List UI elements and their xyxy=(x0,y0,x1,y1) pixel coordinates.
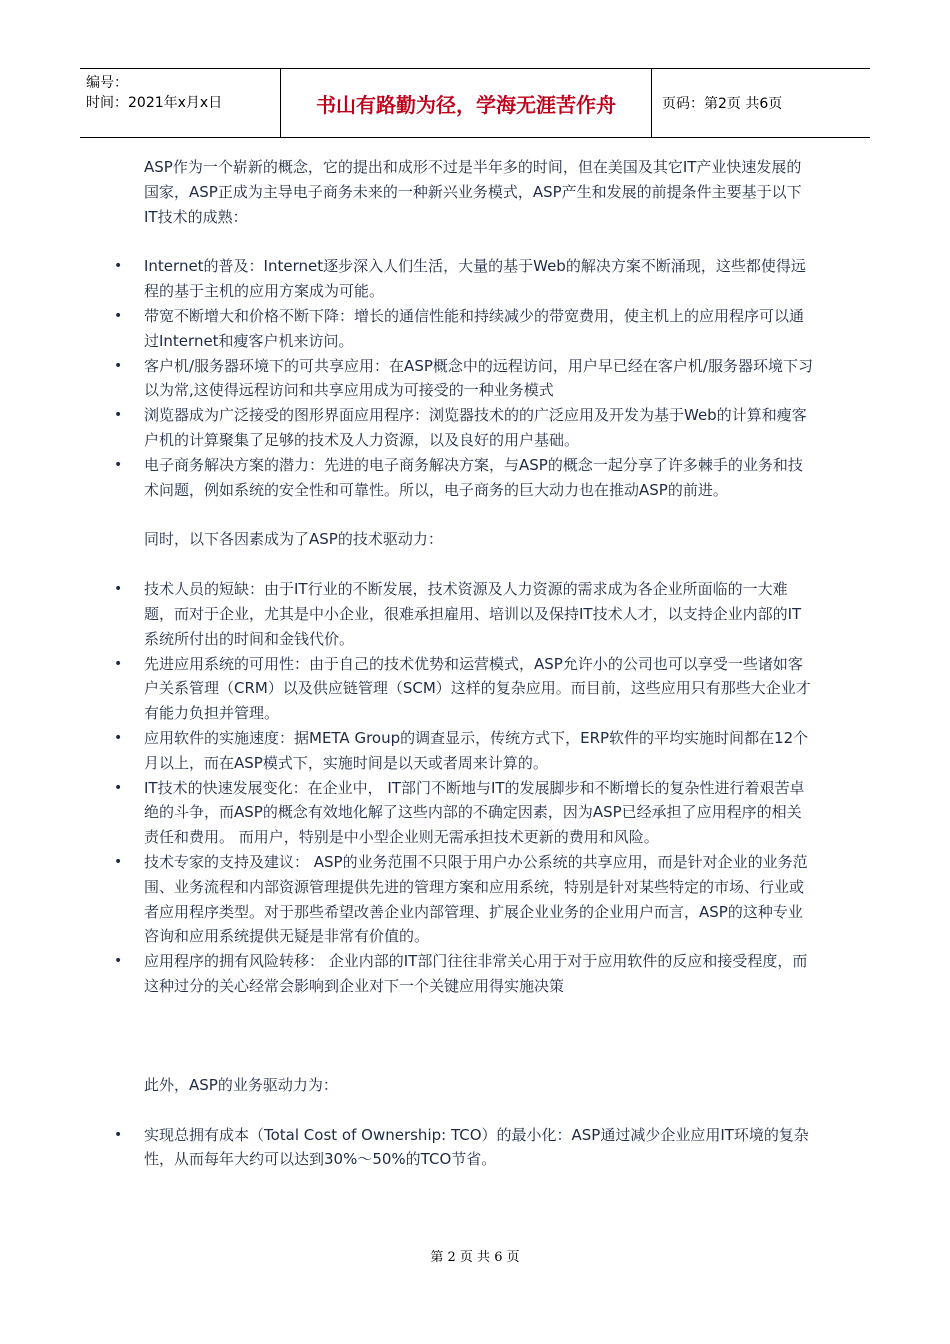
list-item xyxy=(114,254,814,304)
number-label: 编号： xyxy=(86,75,128,91)
bullet-icon: • xyxy=(114,307,123,324)
list-item xyxy=(114,577,814,651)
list-item-text: 技术人员的短缺：由于IT行业的不断发展，技术资源及人力资源的需求成为各企业所面临的一大难题，而对于企业，尤其是中小企业，很难承担雇用、培训以及保持IT技术人才，以支持企业内部的IT系统所付出的时间和金钱代价。 xyxy=(144,580,802,648)
list-item-text: 应用程序的拥有风险转移： 企业内部的IT部门往往非常关心用于对于应用软件的反应和接受程度，而这种过分的关心经常会影响到企业对下一个关键应用得实施决策 xyxy=(144,952,808,995)
list-item xyxy=(114,304,814,354)
list-item-text: 浏览器成为广泛接受的图形界面应用程序：浏览器技术的的广泛应用及开发为基于Web的计算和瘦客户机的计算聚集了足够的技术及人力资源，以及良好的用户基础。 xyxy=(144,406,807,449)
list-item-text: 实现总拥有成本（Total Cost of Ownership: TCO）的最小化：ASP通过减少企业应用IT环境的复杂性，从而每年大约可以达到30%～50%的TCO节省。 xyxy=(144,1125,809,1169)
bullet-icon: • xyxy=(114,407,123,424)
tech-maturity-list xyxy=(114,254,814,502)
list-item-text: 电子商务解决方案的潜力：先进的电子商务解决方案，与ASP的概念一起分享了许多棘手的业务和技术问题，例如系统的安全性和可靠性。所以，电子商务的巨大动力也在推动ASP的前进。 xyxy=(144,455,803,499)
list-item xyxy=(114,354,814,404)
list-item xyxy=(114,1123,814,1173)
bullet-icon: • xyxy=(114,456,123,473)
bullet-icon: • xyxy=(114,779,123,796)
business-intro-paragraph: 此外，ASP的业务驱动力为： xyxy=(144,1075,338,1094)
list-item xyxy=(114,949,814,999)
bullet-icon: • xyxy=(114,953,123,970)
bullet-icon: • xyxy=(114,258,123,275)
document-body xyxy=(114,155,814,1172)
list-item xyxy=(114,726,814,776)
list-item-text: 带宽不断增大和价格不断下降：增长的通信性能和持续减少的带宽费用，使主机上的应用程序可以通过Internet和瘦客户机来访问。 xyxy=(144,306,805,350)
bullet-icon: • xyxy=(114,729,123,746)
bullet-icon: • xyxy=(114,357,123,374)
list-item-text: 先进应用系统的可用性：由于自己的技术优势和运营模式，ASP允许小的公司也可以享受一些诸如客户关系管理（CRM）以及供应链管理（SCM）这样的复杂应用。而目前，这些应用只有那些大企业才有能力负担并管理。 xyxy=(144,654,811,723)
list-item xyxy=(114,453,814,503)
list-item xyxy=(114,652,814,726)
header-motto: 书山有路勤为径，学海无涯苦作舟 xyxy=(281,69,652,137)
tech-driver-list xyxy=(114,577,814,999)
list-item-text: IT技术的快速发展变化：在企业中， IT部门不断地与IT的发展脚步和不断增长的复杂性进行着艰苦卓绝的斗争，而ASP的概念有效地化解了这些内部的不确定因素，因为ASP已经承担了应用程序的相关责任和费用。 而用户，特别是中小型企业则无需承担技术更新的费用和风险。 xyxy=(144,778,805,847)
header-meta xyxy=(80,69,281,137)
header-page-info: 页码：第2页 共6页 xyxy=(662,96,783,112)
list-item-text: 技术专家的支持及建议： ASP的业务范围不只限于用户办公系统的共享应用，而是针对企业的业务范围、业务流程和内部资源管理提供先进的管理方案和应用系统，特别是针对某些特定的市场、行业或者应用程序类型。对于那些希望改善企业内部管理、扩展企业业务的企业用户而言，ASP的这种专业咨询和应用系统提供无疑是非常有价值的。 xyxy=(144,852,808,946)
time-label: 时间：2021年x月x日 xyxy=(86,95,223,111)
list-item-text: 客户机/服务器环境下的可共享应用：在ASP概念中的远程访问，用户早已经在客户机/服务器环境下习以为常,这使得远程访问和共享应用成为可接受的一种业务模式 xyxy=(144,356,813,400)
intro-paragraph: ASP作为一个崭新的概念，它的提出和成形不过是半年多的时间，但在美国及其它IT产业快速发展的国家，ASP正成为主导电子商务未来的一种新兴业务模式，ASP产生和发展的前提条件主要基于以下IT技术的成熟： xyxy=(144,158,802,226)
page-footer: 第 2 页 共 6 页 xyxy=(430,1250,520,1265)
list-item xyxy=(114,850,814,949)
bullet-icon: • xyxy=(114,655,123,672)
list-item-text: 应用软件的实施速度：据META Group的调查显示，传统方式下，ERP软件的平均实施时间都在12个月以上，而在ASP模式下，实施时间是以天或者周来计算的。 xyxy=(144,728,809,772)
driver-intro-paragraph: 同时，以下各因素成为了ASP的技术驱动力： xyxy=(144,530,443,549)
list-item-text: Internet的普及：Internet逐步深入人们生活，大量的基于Web的解决方案不断涌现，这些都使得远程的基于主机的应用方案成为可能。 xyxy=(144,257,806,301)
list-item xyxy=(114,776,814,850)
business-driver-list xyxy=(114,1123,814,1173)
page-header xyxy=(80,68,870,138)
bullet-icon: • xyxy=(114,853,123,870)
bullet-icon: • xyxy=(114,581,123,598)
bullet-icon: • xyxy=(114,1126,123,1143)
list-item xyxy=(114,403,814,453)
